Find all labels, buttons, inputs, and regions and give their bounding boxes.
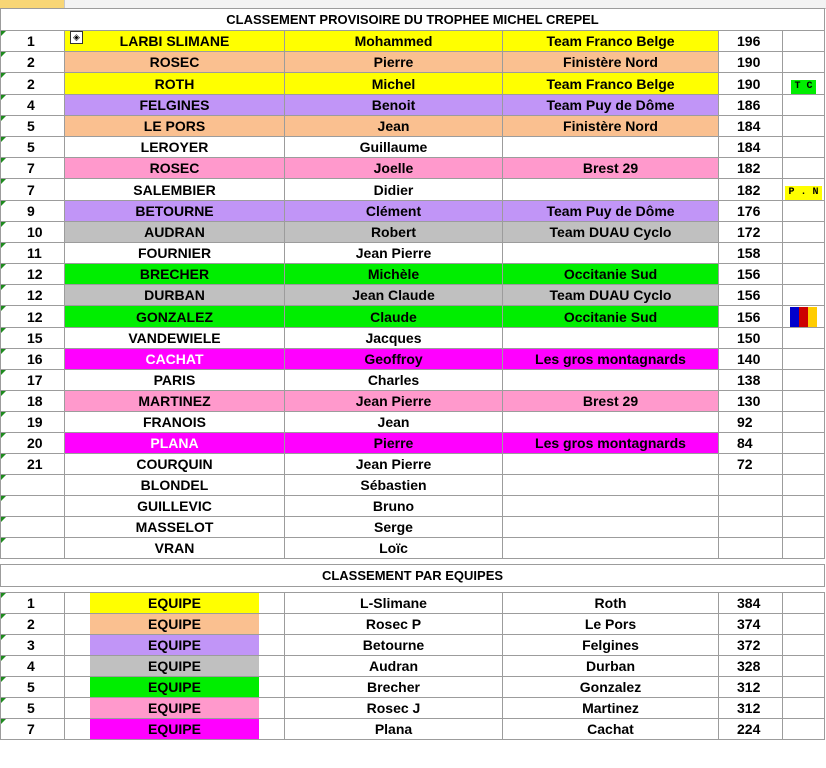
- rider-points[interactable]: [719, 496, 783, 517]
- rider-team[interactable]: Team Franco Belge: [503, 31, 719, 52]
- rider-extra[interactable]: [783, 349, 825, 370]
- team-points[interactable]: 384: [719, 593, 783, 614]
- team-rank[interactable]: 3: [1, 635, 65, 656]
- team-row: [1, 656, 825, 677]
- rider-rank[interactable]: 18: [1, 391, 65, 412]
- team-label[interactable]: EQUIPE: [65, 719, 285, 740]
- rider-row: [1, 433, 825, 454]
- team-row: [1, 719, 825, 740]
- rider-points[interactable]: 172: [719, 222, 783, 243]
- rider-rank[interactable]: 5: [1, 116, 65, 137]
- rider-team[interactable]: [503, 328, 719, 349]
- rider-first-name[interactable]: Clément: [285, 201, 503, 222]
- rider-rank[interactable]: 2: [1, 52, 65, 73]
- rider-first-name[interactable]: Michèle: [285, 264, 503, 285]
- rider-team[interactable]: Team Puy de Dôme: [503, 95, 719, 116]
- rider-points[interactable]: 140: [719, 349, 783, 370]
- rider-rank[interactable]: 19: [1, 412, 65, 433]
- rider-first-name[interactable]: Jean Pierre: [285, 243, 503, 264]
- rider-points[interactable]: 186: [719, 95, 783, 116]
- team-rider-2[interactable]: Gonzalez: [503, 677, 719, 698]
- rider-row: [1, 264, 825, 285]
- team-rider-1[interactable]: L-Slimane: [285, 593, 503, 614]
- rider-first-name[interactable]: Bruno: [285, 496, 503, 517]
- rider-extra[interactable]: [783, 179, 825, 201]
- rider-rank[interactable]: 1: [1, 31, 65, 52]
- rider-rank[interactable]: 20: [1, 433, 65, 454]
- rider-extra[interactable]: [783, 137, 825, 158]
- rider-last-name[interactable]: ROTH: [65, 73, 285, 95]
- rider-extra[interactable]: [783, 496, 825, 517]
- rider-extra[interactable]: [783, 412, 825, 433]
- team-rider-1[interactable]: Rosec J: [285, 698, 503, 719]
- rider-team[interactable]: Finistère Nord: [503, 116, 719, 137]
- team-label[interactable]: EQUIPE: [65, 677, 285, 698]
- rider-extra[interactable]: [783, 391, 825, 412]
- rider-first-name[interactable]: Didier: [285, 179, 503, 201]
- rider-first-name[interactable]: Pierre: [285, 433, 503, 454]
- rider-points[interactable]: 184: [719, 137, 783, 158]
- team-points[interactable]: 372: [719, 635, 783, 656]
- rider-rank[interactable]: [1, 538, 65, 559]
- team-rank[interactable]: 1: [1, 593, 65, 614]
- team-row: [1, 635, 825, 656]
- team-extra[interactable]: [783, 593, 825, 614]
- rider-rank[interactable]: 15: [1, 328, 65, 349]
- team-rider-1[interactable]: Plana: [285, 719, 503, 740]
- team-rank[interactable]: 7: [1, 719, 65, 740]
- rider-team[interactable]: Team DUAU Cyclo: [503, 222, 719, 243]
- team-row: [1, 698, 825, 719]
- rider-team[interactable]: [503, 496, 719, 517]
- rider-last-name[interactable]: LE PORS: [65, 116, 285, 137]
- rider-last-name[interactable]: MARTINEZ: [65, 391, 285, 412]
- rider-first-name[interactable]: Benoit: [285, 95, 503, 116]
- rider-extra[interactable]: [783, 116, 825, 137]
- rider-extra[interactable]: [783, 222, 825, 243]
- rider-points[interactable]: 156: [719, 264, 783, 285]
- team-rider-1[interactable]: Betourne: [285, 635, 503, 656]
- rider-rank[interactable]: 17: [1, 370, 65, 391]
- rider-first-name[interactable]: Pierre: [285, 52, 503, 73]
- rider-row: [1, 306, 825, 328]
- rider-last-name[interactable]: DURBAN: [65, 285, 285, 306]
- rider-rank[interactable]: 9: [1, 201, 65, 222]
- team-rider-2[interactable]: Cachat: [503, 719, 719, 740]
- rider-rank[interactable]: 11: [1, 243, 65, 264]
- rider-extra[interactable]: [783, 285, 825, 306]
- rider-extra[interactable]: [783, 52, 825, 73]
- rider-points[interactable]: [719, 538, 783, 559]
- rider-last-name[interactable]: BLONDEL: [65, 475, 285, 496]
- rider-team[interactable]: [503, 243, 719, 264]
- column-header-a[interactable]: [0, 0, 65, 8]
- team-rider-1[interactable]: Rosec P: [285, 614, 503, 635]
- rider-row: [1, 158, 825, 179]
- rider-row: [1, 412, 825, 433]
- rider-rank[interactable]: 7: [1, 179, 65, 201]
- rider-team[interactable]: Les gros montagnards: [503, 433, 719, 454]
- team-rank[interactable]: 4: [1, 656, 65, 677]
- rider-row: [1, 137, 825, 158]
- team-rider-2[interactable]: Durban: [503, 656, 719, 677]
- rider-rank[interactable]: 4: [1, 95, 65, 116]
- rider-row: [1, 222, 825, 243]
- rider-rank[interactable]: 10: [1, 222, 65, 243]
- team-extra[interactable]: [783, 677, 825, 698]
- rider-last-name[interactable]: GUILLEVIC: [65, 496, 285, 517]
- rider-points[interactable]: 84: [719, 433, 783, 454]
- team-points[interactable]: 312: [719, 677, 783, 698]
- team-extra[interactable]: [783, 614, 825, 635]
- rider-team[interactable]: [503, 454, 719, 475]
- rider-extra[interactable]: [783, 158, 825, 179]
- rider-last-name[interactable]: PLANA: [65, 433, 285, 454]
- rider-team[interactable]: [503, 370, 719, 391]
- rider-last-name[interactable]: FOURNIER: [65, 243, 285, 264]
- team-label[interactable]: EQUIPE: [65, 635, 285, 656]
- rider-first-name[interactable]: Jacques: [285, 328, 503, 349]
- team-rider-2[interactable]: Roth: [503, 593, 719, 614]
- rider-extra[interactable]: [783, 31, 825, 52]
- rider-last-name[interactable]: AUDRAN: [65, 222, 285, 243]
- rider-rank[interactable]: 12: [1, 264, 65, 285]
- rider-last-name[interactable]: ROSEC: [65, 52, 285, 73]
- rider-first-name[interactable]: Sébastien: [285, 475, 503, 496]
- rider-row: [1, 52, 825, 73]
- rider-points[interactable]: 196: [719, 31, 783, 52]
- rider-last-name[interactable]: LARBI SLIMANE: [65, 31, 285, 52]
- rider-rank[interactable]: 16: [1, 349, 65, 370]
- rider-last-name[interactable]: BETOURNE: [65, 201, 285, 222]
- rider-row: [1, 349, 825, 370]
- rider-first-name[interactable]: Loïc: [285, 538, 503, 559]
- team-points[interactable]: 374: [719, 614, 783, 635]
- team-rider-2[interactable]: Felgines: [503, 635, 719, 656]
- rider-first-name[interactable]: Serge: [285, 517, 503, 538]
- rider-points[interactable]: [719, 475, 783, 496]
- rider-extra[interactable]: [783, 433, 825, 454]
- rider-team[interactable]: [503, 538, 719, 559]
- tc-badge: T C: [791, 80, 815, 94]
- rider-extra[interactable]: [783, 201, 825, 222]
- team-label[interactable]: EQUIPE: [65, 614, 285, 635]
- rider-extra[interactable]: [783, 517, 825, 538]
- rider-points[interactable]: 176: [719, 201, 783, 222]
- rider-rank[interactable]: [1, 475, 65, 496]
- team-label[interactable]: EQUIPE: [65, 656, 285, 677]
- team-points[interactable]: 224: [719, 719, 783, 740]
- rider-first-name[interactable]: Charles: [285, 370, 503, 391]
- rider-extra[interactable]: [783, 95, 825, 116]
- rider-extra[interactable]: [783, 306, 825, 328]
- team-points[interactable]: 312: [719, 698, 783, 719]
- team-row: [1, 593, 825, 614]
- rider-rank[interactable]: [1, 517, 65, 538]
- rider-row: [1, 496, 825, 517]
- rider-row: [1, 454, 825, 475]
- rider-row: [1, 179, 825, 201]
- team-rider-2[interactable]: Martinez: [503, 698, 719, 719]
- rider-first-name[interactable]: Jean: [285, 116, 503, 137]
- rider-extra[interactable]: [783, 243, 825, 264]
- rider-first-name[interactable]: Joelle: [285, 158, 503, 179]
- team-label[interactable]: EQUIPE: [65, 593, 285, 614]
- rider-points[interactable]: 92: [719, 412, 783, 433]
- rider-first-name[interactable]: Geoffroy: [285, 349, 503, 370]
- rider-row: [1, 31, 825, 52]
- rider-row: [1, 517, 825, 538]
- rider-extra[interactable]: [783, 370, 825, 391]
- rider-row: [1, 95, 825, 116]
- rider-team[interactable]: [503, 475, 719, 496]
- team-extra[interactable]: [783, 635, 825, 656]
- rider-extra[interactable]: [783, 538, 825, 559]
- rider-last-name[interactable]: VRAN: [65, 538, 285, 559]
- rider-team[interactable]: Brest 29: [503, 391, 719, 412]
- rider-points[interactable]: 138: [719, 370, 783, 391]
- rider-team[interactable]: Team Puy de Dôme: [503, 201, 719, 222]
- rider-team[interactable]: Team Franco Belge: [503, 73, 719, 95]
- rider-last-name[interactable]: PARIS: [65, 370, 285, 391]
- rider-points[interactable]: 190: [719, 73, 783, 95]
- rider-rank[interactable]: 21: [1, 454, 65, 475]
- rider-rank[interactable]: 12: [1, 306, 65, 328]
- rider-last-name[interactable]: MASSELOT: [65, 517, 285, 538]
- team-rider-1[interactable]: Audran: [285, 656, 503, 677]
- rider-last-name[interactable]: VANDEWIELE: [65, 328, 285, 349]
- rider-points[interactable]: 184: [719, 116, 783, 137]
- rider-points[interactable]: 150: [719, 328, 783, 349]
- flag-icon: [786, 307, 822, 327]
- rider-last-name[interactable]: FRANOIS: [65, 412, 285, 433]
- rider-row: [1, 370, 825, 391]
- rider-points[interactable]: 130: [719, 391, 783, 412]
- rider-last-name[interactable]: COURQUIN: [65, 454, 285, 475]
- rider-row: [1, 328, 825, 349]
- comment-marker-icon[interactable]: ◈: [70, 31, 83, 44]
- rider-last-name[interactable]: SALEMBIER: [65, 179, 285, 201]
- rider-points[interactable]: 72: [719, 454, 783, 475]
- teams-title-row: [1, 565, 825, 587]
- teams-title: CLASSEMENT PAR EQUIPES: [1, 565, 825, 587]
- rider-row: [1, 243, 825, 264]
- rider-team[interactable]: [503, 517, 719, 538]
- rider-team[interactable]: Brest 29: [503, 158, 719, 179]
- rider-team[interactable]: [503, 412, 719, 433]
- rider-extra[interactable]: [783, 264, 825, 285]
- team-points[interactable]: 328: [719, 656, 783, 677]
- rider-points[interactable]: 190: [719, 52, 783, 73]
- rider-team[interactable]: [503, 179, 719, 201]
- rider-rank[interactable]: 5: [1, 137, 65, 158]
- rider-first-name[interactable]: Mohammed: [285, 31, 503, 52]
- rider-extra[interactable]: [783, 73, 825, 95]
- rider-first-name[interactable]: Jean Claude: [285, 285, 503, 306]
- team-extra[interactable]: [783, 719, 825, 740]
- team-rank[interactable]: 5: [1, 677, 65, 698]
- team-row: [1, 614, 825, 635]
- rider-row: [1, 116, 825, 137]
- rider-team[interactable]: Les gros montagnards: [503, 349, 719, 370]
- rider-extra[interactable]: [783, 475, 825, 496]
- rider-first-name[interactable]: Jean Pierre: [285, 391, 503, 412]
- rider-first-name[interactable]: Robert: [285, 222, 503, 243]
- team-rider-2[interactable]: Le Pors: [503, 614, 719, 635]
- rider-last-name[interactable]: LEROYER: [65, 137, 285, 158]
- rider-row: [1, 285, 825, 306]
- rider-team[interactable]: Occitanie Sud: [503, 306, 719, 328]
- rider-row: [1, 475, 825, 496]
- team-rank[interactable]: 5: [1, 698, 65, 719]
- rider-last-name[interactable]: FELGINES: [65, 95, 285, 116]
- rider-team[interactable]: [503, 137, 719, 158]
- rider-first-name[interactable]: Guillaume: [285, 137, 503, 158]
- rider-team[interactable]: Occitanie Sud: [503, 264, 719, 285]
- rider-row: [1, 391, 825, 412]
- rider-rank[interactable]: 2: [1, 73, 65, 95]
- rider-first-name[interactable]: Michel: [285, 73, 503, 95]
- rider-points[interactable]: 158: [719, 243, 783, 264]
- rider-last-name[interactable]: GONZALEZ: [65, 306, 285, 328]
- rider-points[interactable]: 156: [719, 285, 783, 306]
- rider-extra[interactable]: [783, 454, 825, 475]
- team-extra[interactable]: [783, 698, 825, 719]
- rider-points[interactable]: 182: [719, 158, 783, 179]
- rider-rank[interactable]: 7: [1, 158, 65, 179]
- team-label[interactable]: EQUIPE: [65, 698, 285, 719]
- rider-points[interactable]: 182: [719, 179, 783, 201]
- team-rider-1[interactable]: Brecher: [285, 677, 503, 698]
- rider-extra[interactable]: [783, 328, 825, 349]
- rider-last-name[interactable]: CACHAT: [65, 349, 285, 370]
- rider-rank[interactable]: 12: [1, 285, 65, 306]
- rider-points[interactable]: [719, 517, 783, 538]
- sheet-title: CLASSEMENT PROVISOIRE DU TROPHEE MICHEL CREPEL: [1, 9, 825, 31]
- rider-rank[interactable]: [1, 496, 65, 517]
- rider-last-name[interactable]: ROSEC: [65, 158, 285, 179]
- team-rank[interactable]: 2: [1, 614, 65, 635]
- rider-team[interactable]: Finistère Nord: [503, 52, 719, 73]
- rider-row: [1, 538, 825, 559]
- rider-row: [1, 73, 825, 95]
- pn-badge: P . N: [785, 186, 821, 200]
- rider-first-name[interactable]: Jean: [285, 412, 503, 433]
- rider-last-name[interactable]: BRECHER: [65, 264, 285, 285]
- rider-row: [1, 201, 825, 222]
- team-extra[interactable]: [783, 656, 825, 677]
- rider-first-name[interactable]: Claude: [285, 306, 503, 328]
- results-sheet: [0, 8, 825, 740]
- team-row: [1, 677, 825, 698]
- rider-team[interactable]: Team DUAU Cyclo: [503, 285, 719, 306]
- rider-points[interactable]: 156: [719, 306, 783, 328]
- rider-first-name[interactable]: Jean Pierre: [285, 454, 503, 475]
